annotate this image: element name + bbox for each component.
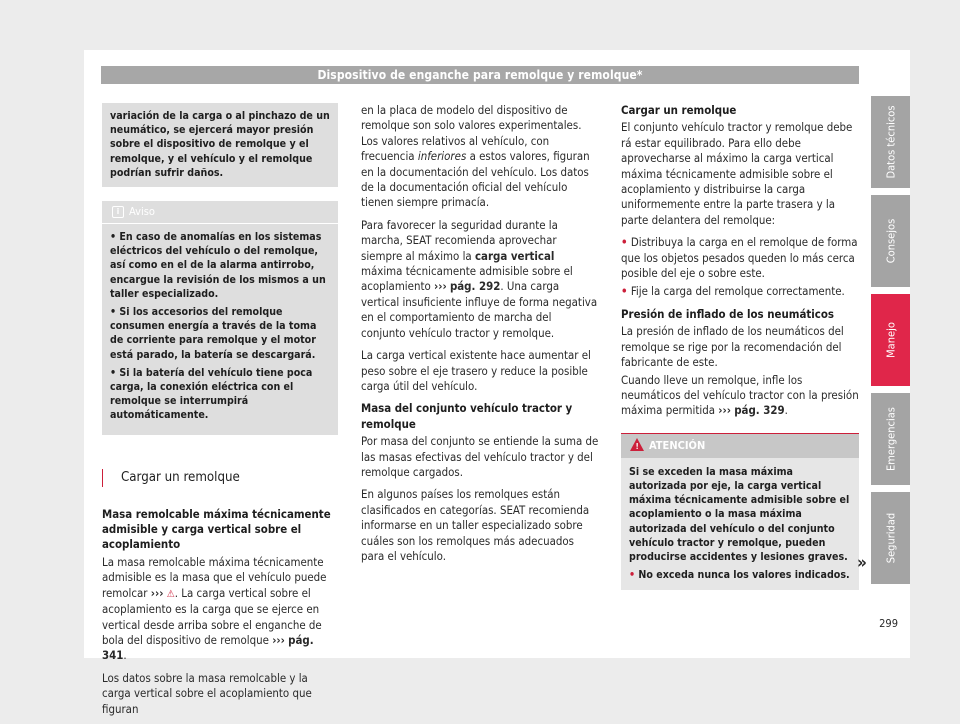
atencion-title: ATENCIÓN [649, 438, 706, 452]
subheading-masa-remolcable: Masa remolcable máxima técnicamente admisible y carga vertical sobre el acoplamiento [102, 506, 331, 552]
column-2 [361, 103, 599, 571]
aviso-item: • En caso de anomalías en los sistemas eléctricos del vehículo o del remolque, así como en el de la alarma antirrobo, encargue la revisión de los mismos a un taller especializado. [110, 231, 326, 300]
subheading-presion-inflado: Presión de inflado de los neumáticos [621, 306, 834, 321]
paragraph: en la placa de modelo del dispositivo de remolque son solo valores experimentales. Los valores relativos al vehículo, con frecuencia inferiores a estos valores, figuran en la documentación del vehículo. Los datos de la documentación oficial del vehículo tienen siempre primacía. [361, 103, 590, 210]
paragraph: La presión de inflado de los neumáticos del remolque se rige por la recomendación del fabricante de este. [621, 324, 844, 370]
paragraph: La masa remolcable máxima técnicamente admisible es la masa que el vehículo puede remolcar ››› ⚠. La carga vertical sobre el acoplamiento es la carga que se ejerce en vertical desde arriba sobre el enganche de bola del dispositivo de remolque ››› pág. 341. [102, 554, 327, 663]
warning-triangle-icon: ⚠ [166, 588, 175, 600]
column-1 [102, 103, 338, 724]
subheading-masa-conjunto: Masa del conjunto vehículo tractor y remolque [361, 401, 573, 431]
reference-arrow-icon: ››› [434, 279, 447, 294]
tab-seguridad[interactable]: Seguridad [871, 492, 910, 584]
atencion-bullet: • No exceda nunca los valores indicados. [629, 569, 850, 582]
bullet-item: • Distribuya la carga en el remolque de forma que los objetos pesados queden lo más cerca posible del eje o sobre este. [621, 235, 858, 281]
page-number: 299 [879, 617, 898, 630]
aviso-item: • Si los accesorios del remolque consumen energía a través de la toma de corriente para remolque y el motor está parado, la batería se descargará. [110, 306, 317, 361]
page-reference-link[interactable]: pág. 329 [734, 403, 785, 418]
info-icon: i [112, 206, 124, 218]
paragraph: La carga vertical existente hace aumentar el peso sobre el eje trasero y reduce la posible carga útil del vehículo. [361, 348, 591, 393]
tab-consejos[interactable]: Consejos [871, 195, 910, 287]
page-reference-link[interactable]: pág. 292 [449, 279, 501, 294]
atencion-box [621, 433, 859, 591]
reference-arrow-icon[interactable]: ››› [150, 585, 164, 600]
paragraph: Para favorecer la seguridad durante la marcha, SEAT recomienda aprovechar siempre al máximo la carga vertical máxima técnicamente admisible sobre el acoplamiento ››› pág. 292. Una carga vertical insuficiente influye de forma negativa en el comportamiento de marcha del conjunto vehículo tractor y remolque. [361, 217, 598, 340]
aviso-title: Aviso [129, 205, 155, 219]
tab-manejo[interactable]: Manejo [871, 294, 910, 386]
subheading-cargar-remolque: Cargar un remolque [621, 103, 737, 117]
atencion-header: ! ATENCIÓN [621, 433, 859, 458]
aviso-box [102, 201, 338, 435]
paragraph: Los datos sobre la masa remolcable y la carga vertical sobre el acoplamiento que figuran [102, 670, 312, 716]
reference-arrow-icon: ››› [718, 403, 731, 418]
tab-emergencias[interactable]: Emergencias [871, 393, 910, 485]
aviso-header [102, 201, 338, 224]
continue-arrow-icon: » [857, 553, 867, 573]
paragraph: Por masa del conjunto se entiende la suma de las masas efectivas del vehículo tractor y del remolque cargados. [361, 434, 599, 479]
page-reference-link[interactable]: pág. 341 [102, 632, 314, 663]
aviso-body [102, 224, 338, 435]
atencion-text: Si se exceden la masa máxima autorizada por eje, la carga vertical máxima técnicamente admisible sobre el acoplamiento o la masa máxima autorizada del vehículo o del conjunto vehículo tractor y remolque, pueden producirse accidentes y lesiones graves. [629, 465, 850, 563]
bullet-item: • Fije la carga del remolque correctamente. [621, 284, 845, 299]
page-header-title: Dispositivo de enganche para remolque y remolque* [101, 66, 859, 84]
tab-datos-tecnicos[interactable]: Datos técnicos [871, 96, 910, 188]
atencion-body [621, 458, 859, 591]
paragraph: Cuando lleve un remolque, infle los neumáticos del vehículo tractor con la presión máxima permitida ››› pág. 329. [621, 372, 859, 418]
intro-warning-box: variación de la carga o al pinchazo de un neumático, se ejercerá mayor presión sobre el dispositivo de remolque y el remolque, y el vehículo y el remolque podrían sufrir daños. [102, 103, 338, 187]
paragraph: El conjunto vehículo tractor y remolque debe rá estar equilibrado. Para ello debe aprovecharse al máximo la carga vertical máxima técnicamente admisible sobre el acoplamiento y distribuirse la carga uniformemente entre la parte trasera y la parte delantera del remolque: [621, 120, 853, 227]
reference-arrow-icon: ››› [272, 632, 285, 647]
paragraph: En algunos países los remolques están clasificados en categorías. SEAT recomienda informarse en un taller especializado sobre cuáles son los remolques más adecuados para el vehículo. [361, 487, 590, 563]
aviso-item: • Si la batería del vehículo tiene poca carga, la conexión eléctrica con el remolque se interrumpirá automáticamente. [110, 366, 313, 422]
column-3 [621, 103, 859, 590]
section-title: Cargar un remolque [102, 469, 338, 487]
